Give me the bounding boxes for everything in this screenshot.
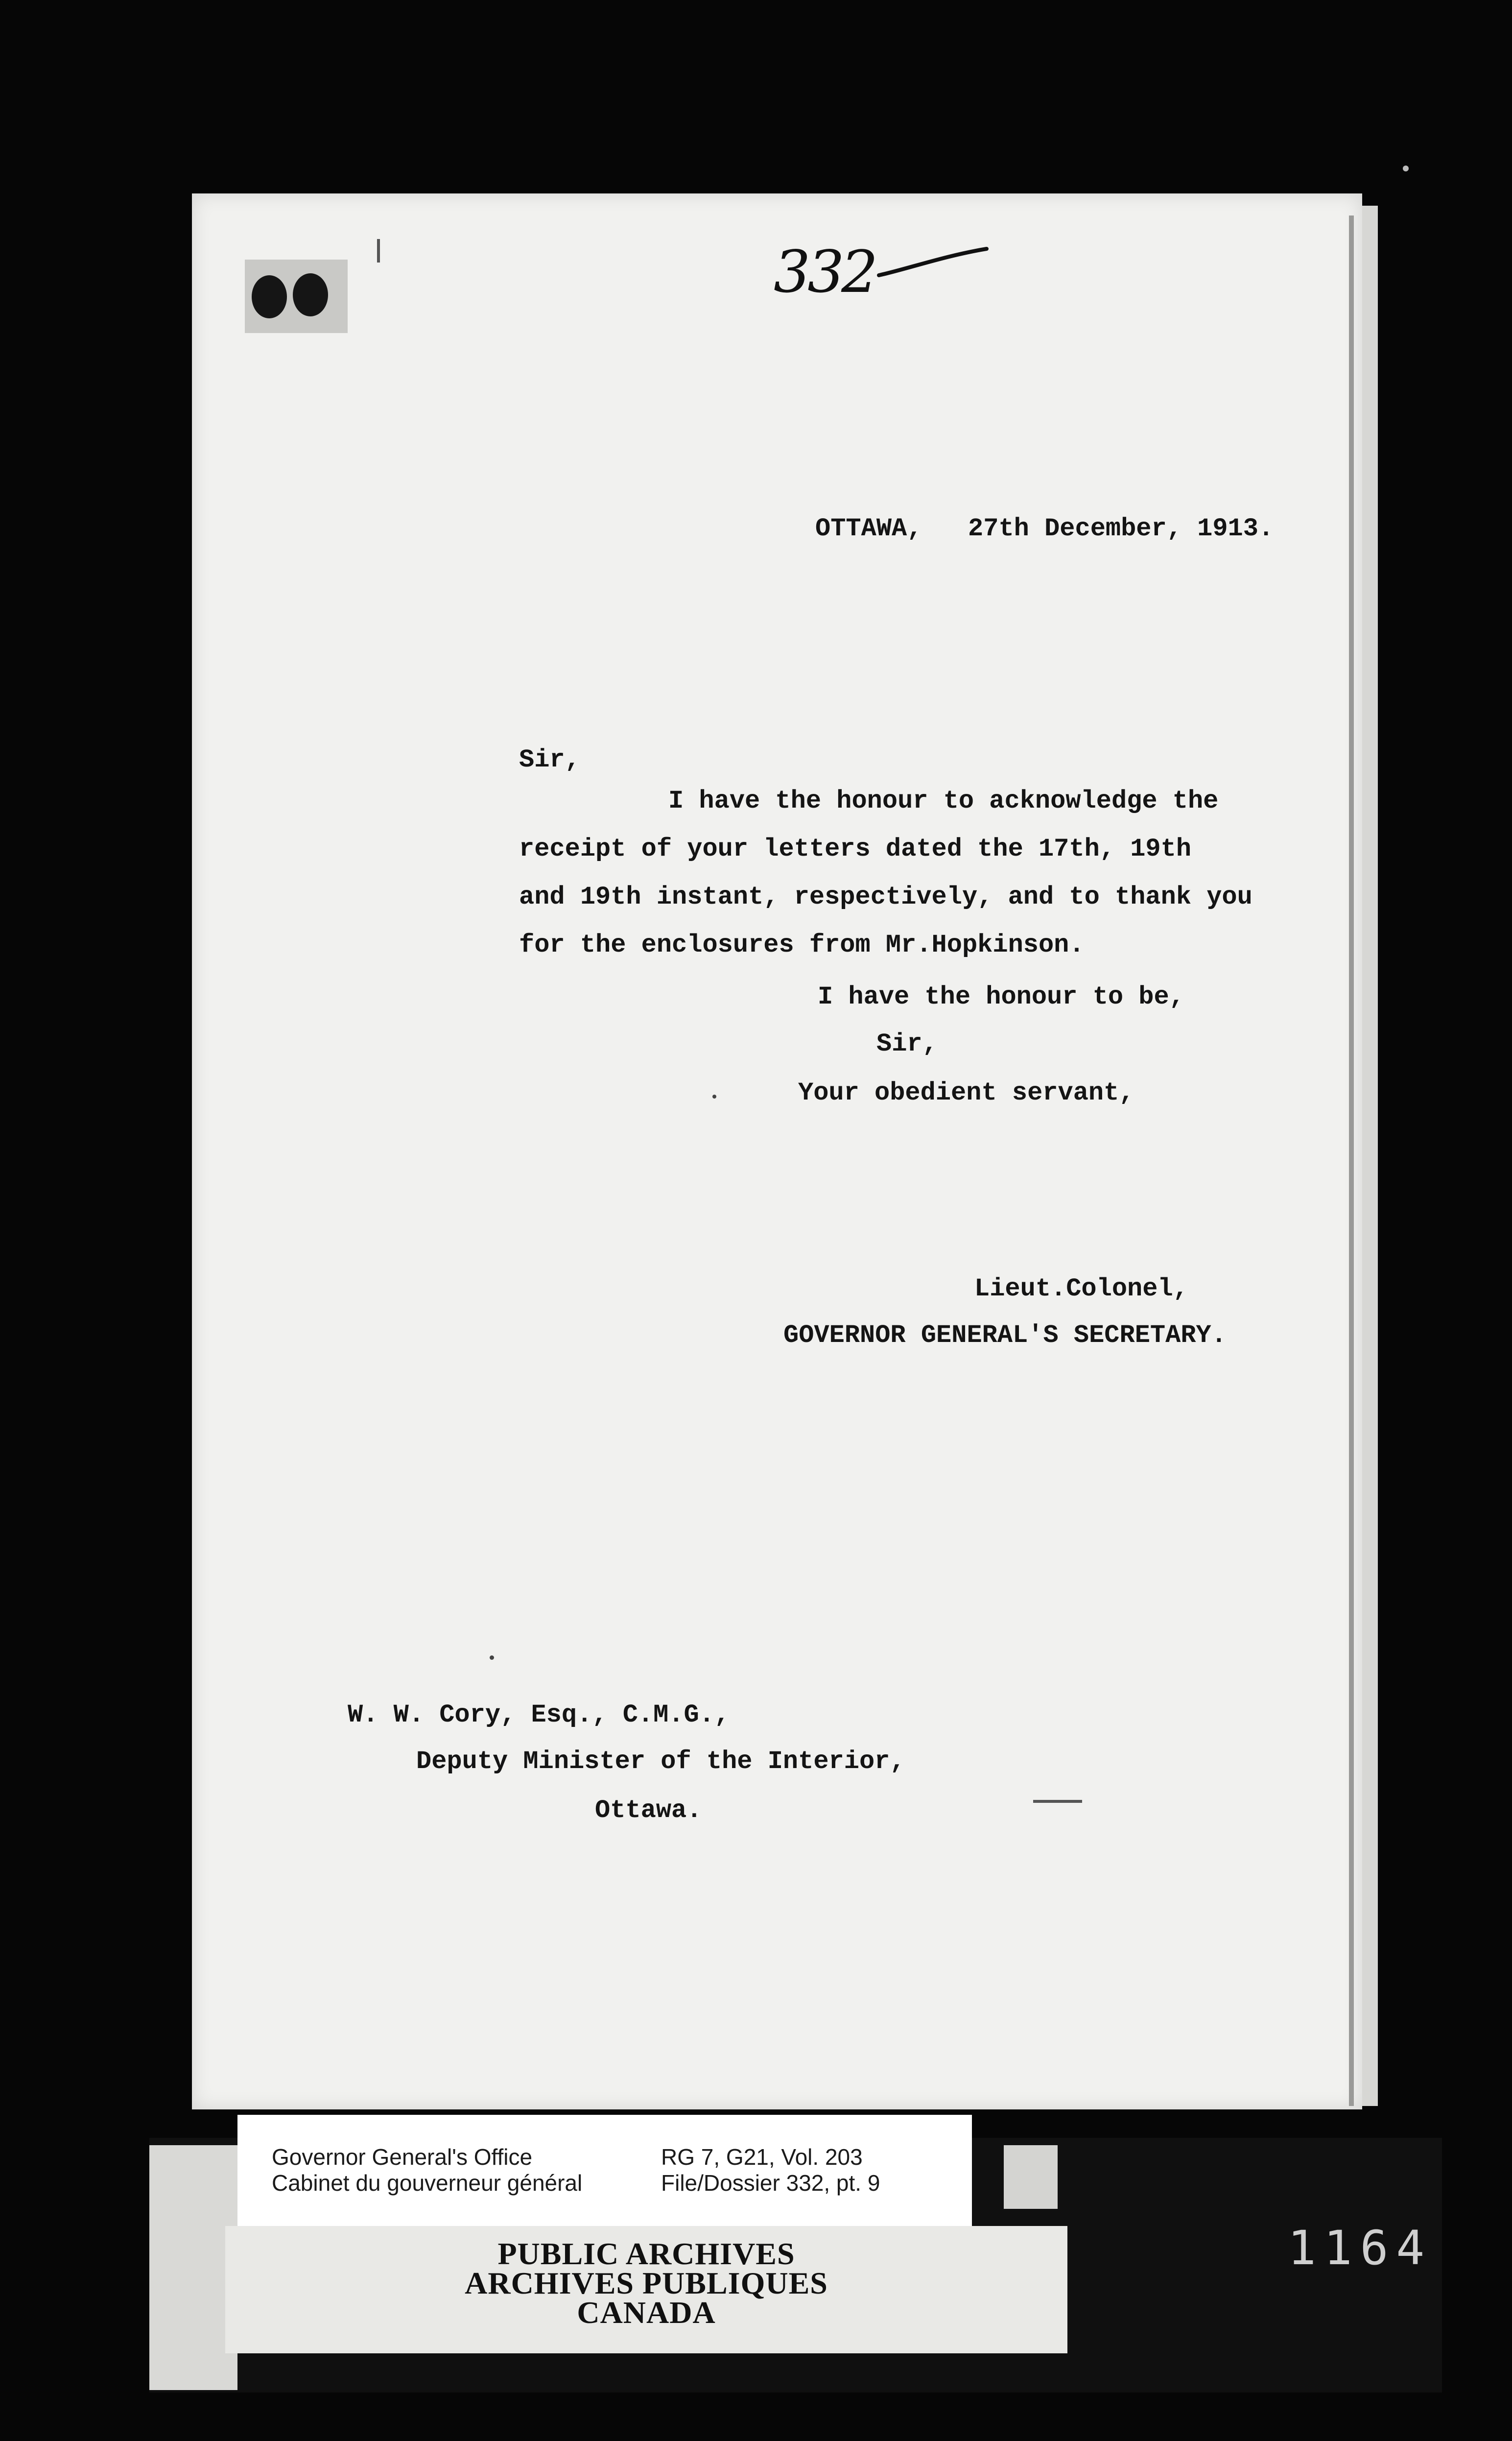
punch-hole-left-icon — [252, 275, 287, 318]
closing-line: I have the honour to be, — [818, 982, 1184, 1011]
label-band — [149, 2145, 237, 2390]
stamp-line: ARCHIVES PUBLIQUES — [465, 2266, 828, 2300]
microfilm-frame-number: 1164 — [1288, 2221, 1433, 2275]
recipient-line: Deputy Minister of the Interior, — [416, 1747, 905, 1776]
office-french: Cabinet du gouverneur général — [272, 2170, 583, 2196]
ink-dash — [1033, 1800, 1082, 1803]
recipient-line: Ottawa. — [595, 1796, 702, 1825]
body-line: and 19th instant, respectively, and to thank you — [519, 883, 1252, 911]
closing-line: Sir, — [876, 1029, 938, 1058]
punch-hole-patch — [245, 260, 348, 333]
place-and-date: OTTAWA, 27th December, 1913. — [815, 514, 1274, 543]
body-line: receipt of your letters dated the 17th, 19th — [519, 835, 1192, 863]
paper-edge-shadow — [1349, 215, 1354, 2106]
signature-office: GOVERNOR GENERAL'S SECRETARY. — [783, 1321, 1227, 1350]
closing-line: Your obedient servant, — [798, 1078, 1134, 1107]
file-number: File/Dossier 332, pt. 9 — [661, 2170, 880, 2196]
punch-hole-right-icon — [293, 273, 328, 316]
body-line: I have the honour to acknowledge the — [668, 787, 1219, 815]
salutation: Sir, — [519, 745, 580, 774]
office-english: Governor General's Office — [272, 2144, 533, 2170]
pencil-tick — [377, 239, 380, 263]
speck — [712, 1095, 716, 1099]
letter-page — [192, 193, 1362, 2109]
recipient-line: W. W. Cory, Esq., C.M.G., — [348, 1700, 730, 1729]
speck — [1403, 166, 1409, 171]
label-band — [1004, 2145, 1058, 2209]
body-line: for the enclosures from Mr.Hopkinson. — [519, 931, 1085, 959]
reference-number: RG 7, G21, Vol. 203 — [661, 2144, 863, 2170]
signature-title: Lieut.Colonel, — [974, 1274, 1188, 1303]
handwritten-folio-number: 332 — [774, 238, 875, 306]
stamp-line: CANADA — [577, 2295, 716, 2330]
folio-underline-stroke — [876, 245, 989, 279]
speck — [490, 1655, 494, 1660]
stamp-line: PUBLIC ARCHIVES — [497, 2236, 795, 2271]
